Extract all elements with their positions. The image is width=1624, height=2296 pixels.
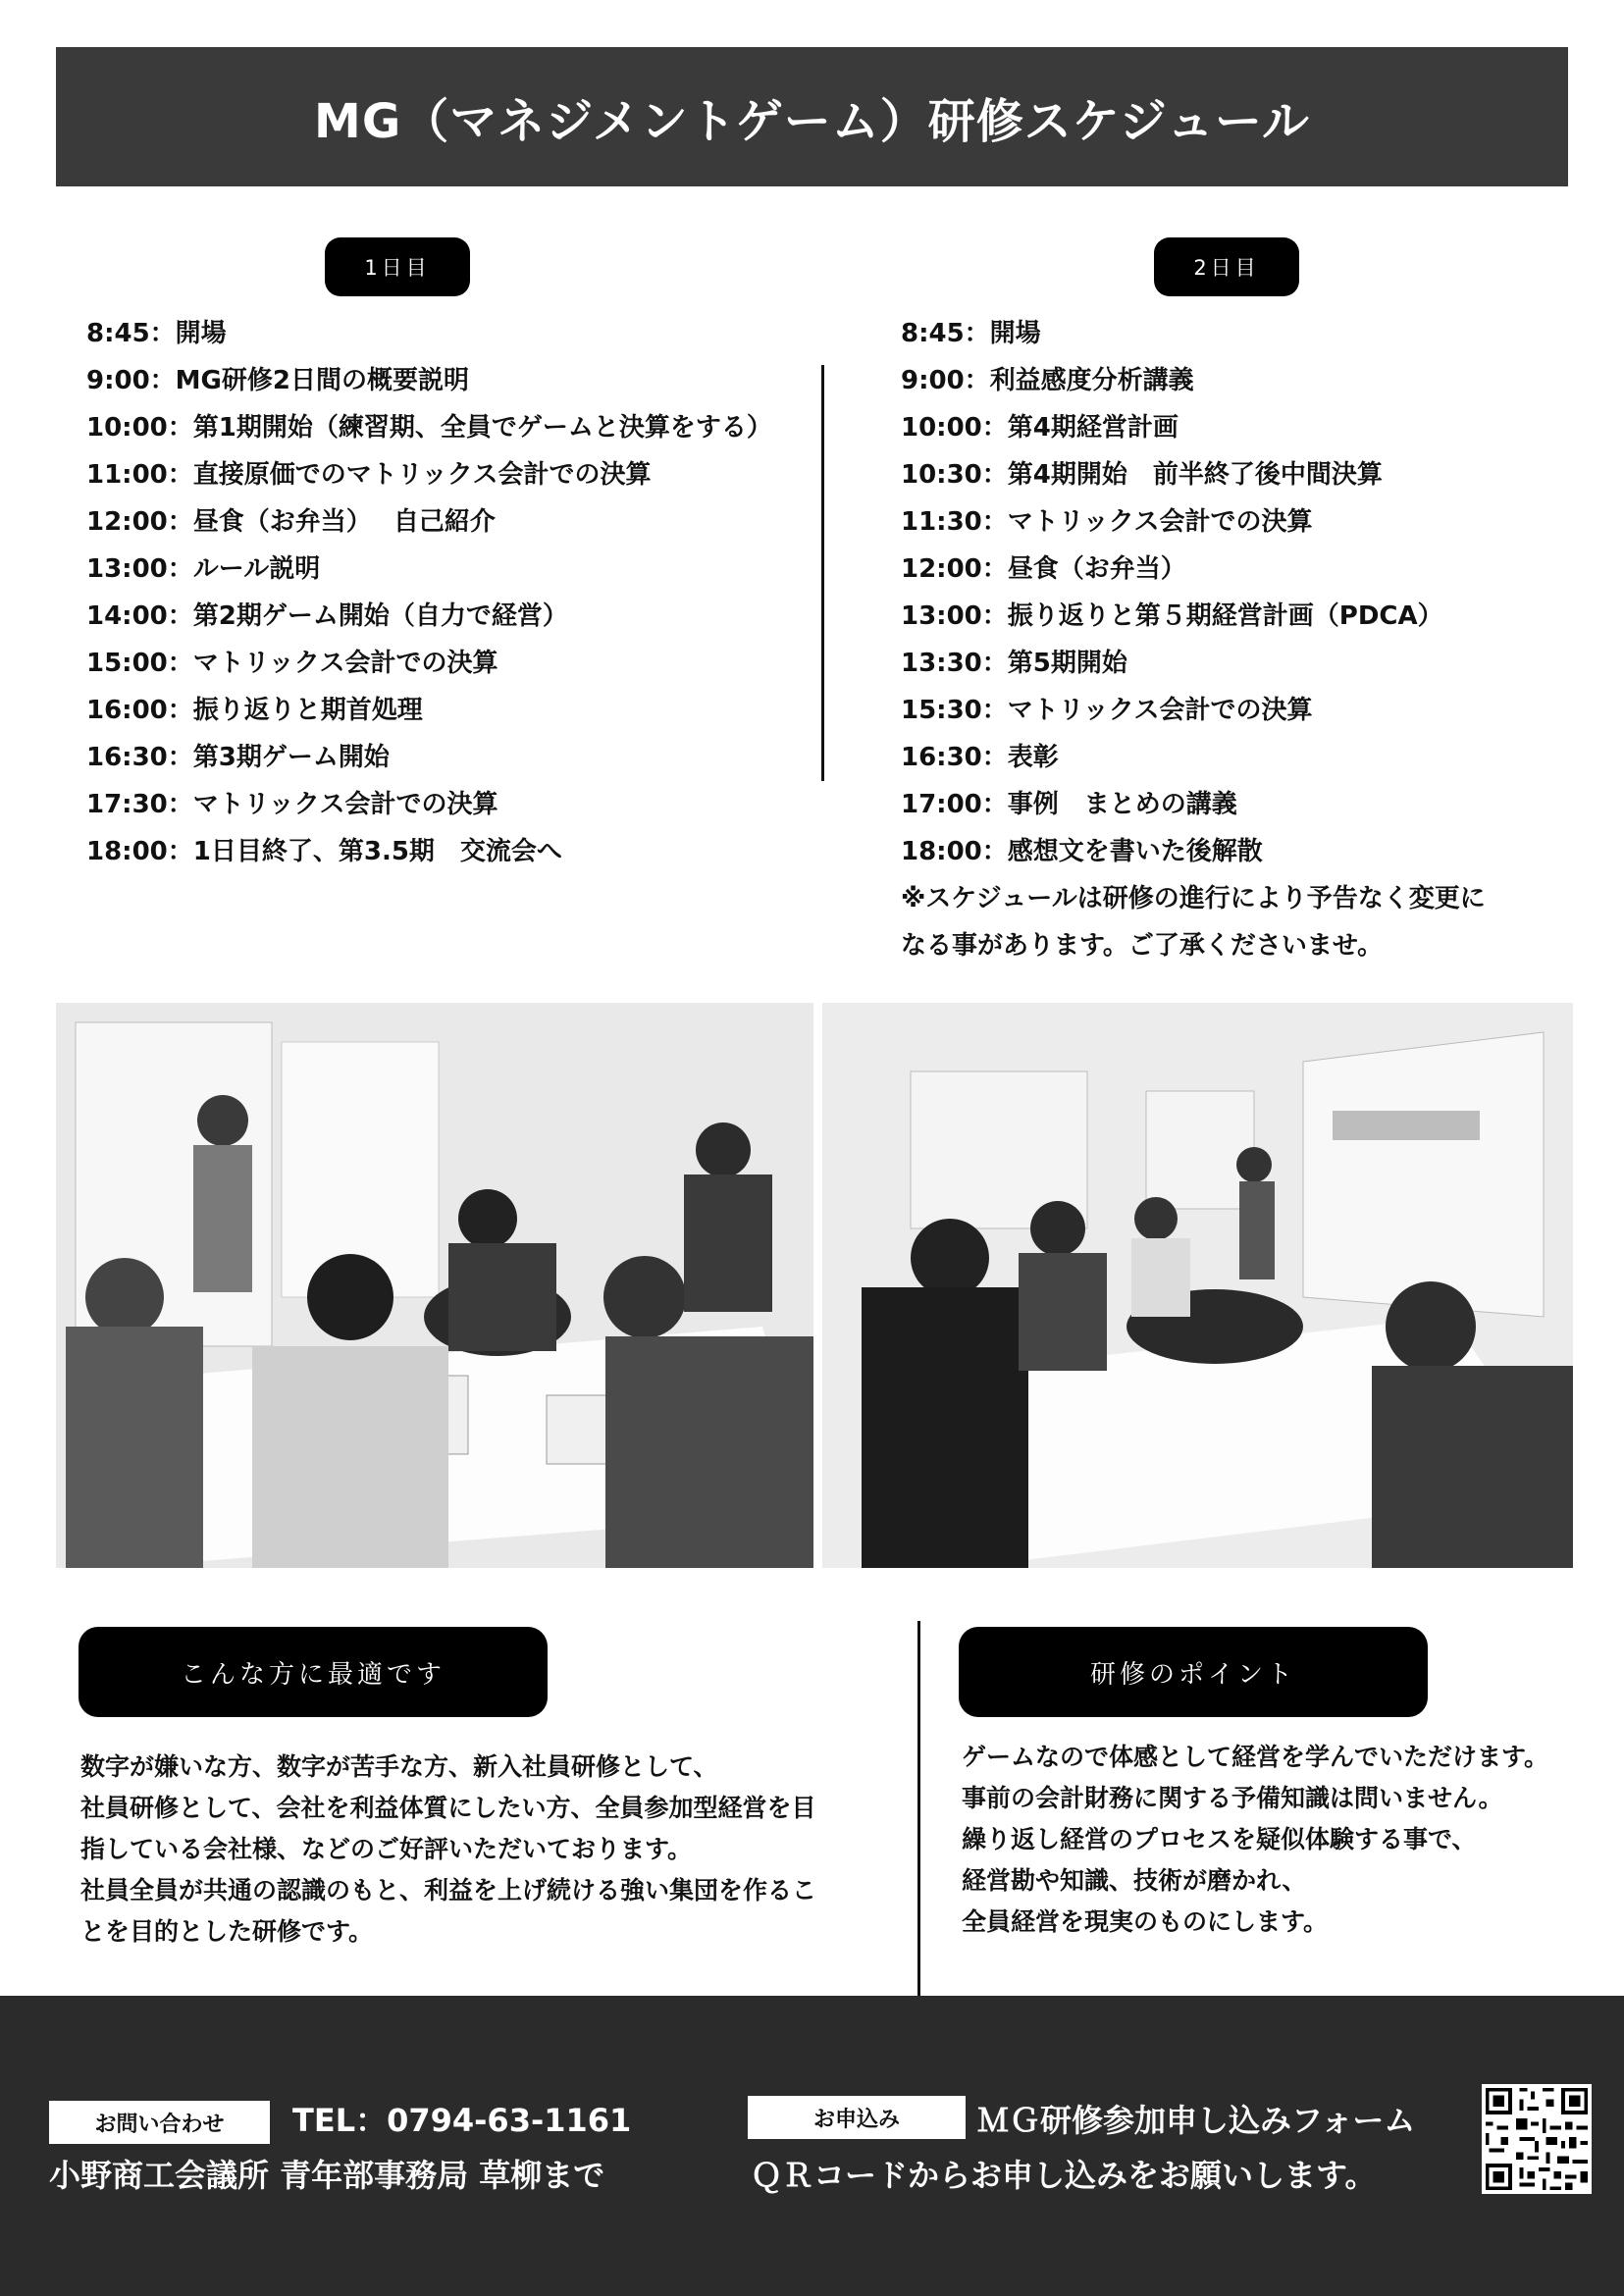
apply-qr-instruction: ＱＲコードからお申し込みをお願いします。: [751, 2157, 1377, 2194]
day2-item: 11:30：マトリックス会計での決算: [901, 507, 1313, 537]
day1-item: 17:30：マトリックス会計での決算: [86, 790, 498, 819]
footer: [0, 1996, 1624, 2296]
contact-label: お問い合わせ: [49, 2101, 270, 2144]
day1-item: 15:00：マトリックス会計での決算: [86, 649, 498, 678]
points-line: ゲームなので体感として経営を学んでいただけます。: [962, 1743, 1549, 1771]
target-line: 指している会社様、などのご好評いただいております。: [80, 1835, 693, 1863]
training-points-text: [962, 1737, 1548, 1943]
day1-schedule: [86, 310, 772, 875]
target-audience-text: [80, 1747, 816, 1953]
day2-item: 8:45：開場: [901, 319, 1041, 348]
target-line: 社員全員が共通の認識のもと、利益を上げ続ける強い集団を作るこ: [80, 1876, 817, 1905]
apply-form-name[interactable]: ＭＧ研修参加申し込みフォーム: [977, 2102, 1416, 2139]
day2-item: 12:00：昼食（お弁当）: [901, 554, 1186, 584]
day2-item: 9:00：利益感度分析講義: [901, 366, 1194, 395]
qr-code-icon: [1482, 2084, 1592, 2194]
day1-item: 12:00：昼食（お弁当） 自己紹介: [86, 507, 496, 537]
schedule-divider: [821, 365, 824, 781]
day2-item: 18:00：感想文を書いた後解散: [901, 837, 1263, 866]
day1-badge: 1日目: [325, 237, 470, 296]
target-audience-badge: こんな方に最適です: [79, 1627, 548, 1717]
training-points-badge: 研修のポイント: [959, 1627, 1428, 1717]
page-title: MG（マネジメントゲーム）研修スケジュール: [314, 93, 1310, 149]
points-line: 事前の会計財務に関する予備知識は問いません。: [962, 1784, 1503, 1812]
day2-item: 10:30：第4期開始 前半終了後中間決算: [901, 460, 1383, 490]
day2-item: 15:30：マトリックス会計での決算: [901, 696, 1313, 725]
points-line: 全員経営を現実のものにします。: [962, 1907, 1329, 1936]
day2-item: 10:00：第4期経営計画: [901, 413, 1179, 443]
section-divider: [917, 1621, 920, 1996]
target-line: 数字が嫌いな方、数字が苦手な方、新入社員研修として、: [80, 1752, 718, 1781]
workshop-photo-left: [56, 1003, 813, 1568]
target-line: とを目的とした研修です。: [80, 1917, 374, 1946]
target-line: 社員研修として、会社を利益体質にしたい方、全員参加型経営を目: [80, 1794, 816, 1822]
day1-item: 13:00：ルール説明: [86, 554, 321, 584]
contact-office: 小野商工会議所 青年部事務局 草柳まで: [49, 2157, 605, 2194]
day2-item: 16:30：表彰: [901, 743, 1059, 772]
day2-item: 13:30：第5期開始: [901, 649, 1127, 678]
qr-code[interactable]: [1482, 2084, 1592, 2194]
day1-item: 18:00：1日目終了、第3.5期 交流会へ: [86, 837, 562, 866]
title-banner: [56, 47, 1568, 186]
day1-item: 16:00：振り返りと期首処理: [86, 696, 423, 725]
apply-label: お申込み: [748, 2096, 966, 2139]
schedule-note: なる事があります。ご了承くださいませ。: [901, 931, 1384, 961]
day1-item: 16:30：第3期ゲーム開始: [86, 743, 390, 772]
contact-tel[interactable]: TEL：0794-63-1161: [292, 2102, 632, 2139]
day2-item: 13:00：振り返りと第５期経営計画（PDCA）: [901, 601, 1443, 631]
day1-item: 8:45：開場: [86, 319, 227, 348]
schedule-note: ※スケジュールは研修の進行により予告なく変更に: [901, 884, 1486, 913]
day1-item: 14:00：第2期ゲーム開始（自力で経営）: [86, 601, 568, 631]
workshop-photo-right: [822, 1003, 1573, 1568]
day2-badge: 2日目: [1154, 237, 1299, 296]
day2-schedule: [901, 310, 1486, 969]
day1-item: 10:00：第1期開始（練習期、全員でゲームと決算をする）: [86, 413, 772, 443]
points-line: 繰り返し経営のプロセスを疑似体験する事で、: [962, 1825, 1477, 1853]
day1-item: 9:00：MG研修2日間の概要説明: [86, 366, 469, 395]
day1-item: 11:00：直接原価でのマトリックス会計での決算: [86, 460, 652, 490]
day2-item: 17:00：事例 まとめの講義: [901, 790, 1237, 819]
points-line: 経営勘や知識、技術が磨かれ、: [962, 1866, 1307, 1895]
